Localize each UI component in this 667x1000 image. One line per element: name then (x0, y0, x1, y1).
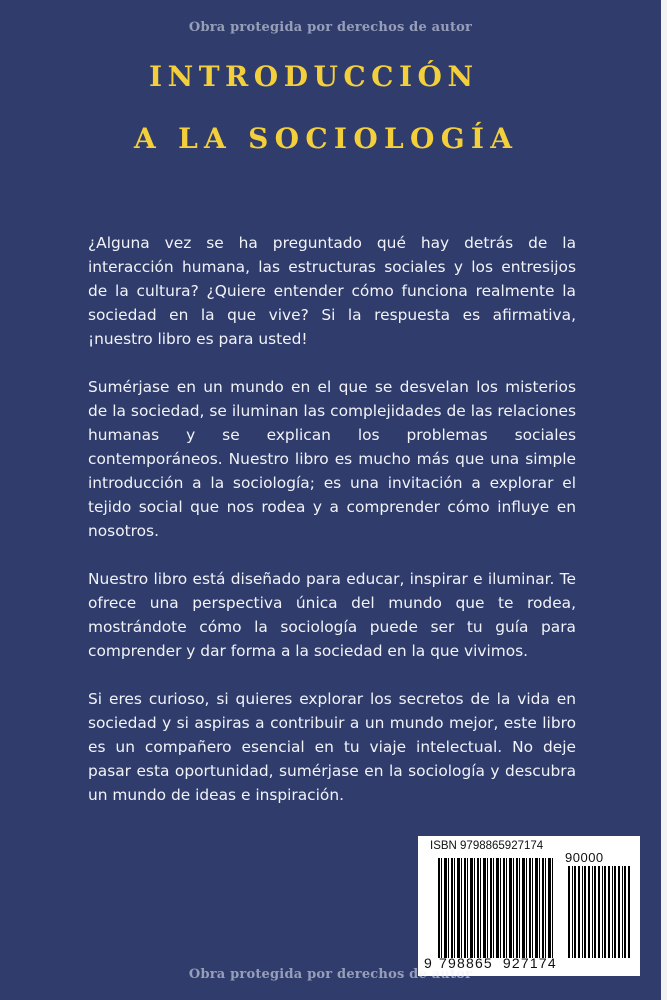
barcode-addon-bars-icon (568, 866, 630, 958)
copyright-watermark-top: Obra protegida por derechos de autor (188, 20, 473, 35)
back-cover-description (88, 231, 576, 831)
barcode-digit-group-1: 798865 (439, 955, 493, 971)
barcode-bars-icon (438, 858, 554, 958)
book-title-line-2: A LA SOCIOLOGÍA (134, 122, 519, 155)
description-paragraph-4: Si eres curioso, si quieres explorar los secretos de la vida en sociedad y si aspiras a contribuir a un mundo mejor, este libro es un compañero esencial en tu viaje intelectual. No deje pasar esta oportunidad, sumérjase en la sociología y descubra un mundo de ideas e inspiración. (88, 690, 576, 804)
description-paragraph-3: Nuestro libro está diseñado para educar, inspirar e iluminar. Te ofrece una perspectiva única del mundo que te rodea, mostrándote cómo la sociología puede ser tu guía para comprender y dar forma a la sociedad en la que vivimos. (88, 570, 576, 660)
price-code: 90000 (565, 850, 604, 865)
barcode-digit-first: 9 (424, 955, 433, 971)
isbn-label: ISBN 9798865927174 (430, 840, 544, 852)
isbn-barcode (418, 836, 640, 976)
barcode-digit-group-2: 927174 (502, 955, 557, 971)
description-paragraph-1: ¿Alguna vez se ha preguntado qué hay detrás de la interacción humana, las estructuras sociales y los entresijos de la cultura? ¿Quiere entender cómo funciona realmente la sociedad en la que vive? Si la respuesta es afirmativa, ¡nuestro libro es para usted! (88, 234, 576, 348)
book-title-line-1: INTRODUCCIÓN (149, 60, 479, 93)
copyright-watermark-bottom: Obra protegida por derechos de autor (188, 967, 473, 982)
description-paragraph-2: Sumérjase en un mundo en el que se desvelan los misterios de la sociedad, se iluminan las complejidades de las relaciones humanas y se explican los problemas sociales contemporáneos. Nuestro libro es mucho más que una simple introducción a la sociología; es una invitación a explorar el tejido social que nos rodea y a comprender cómo influye en nosotros. (88, 378, 576, 540)
